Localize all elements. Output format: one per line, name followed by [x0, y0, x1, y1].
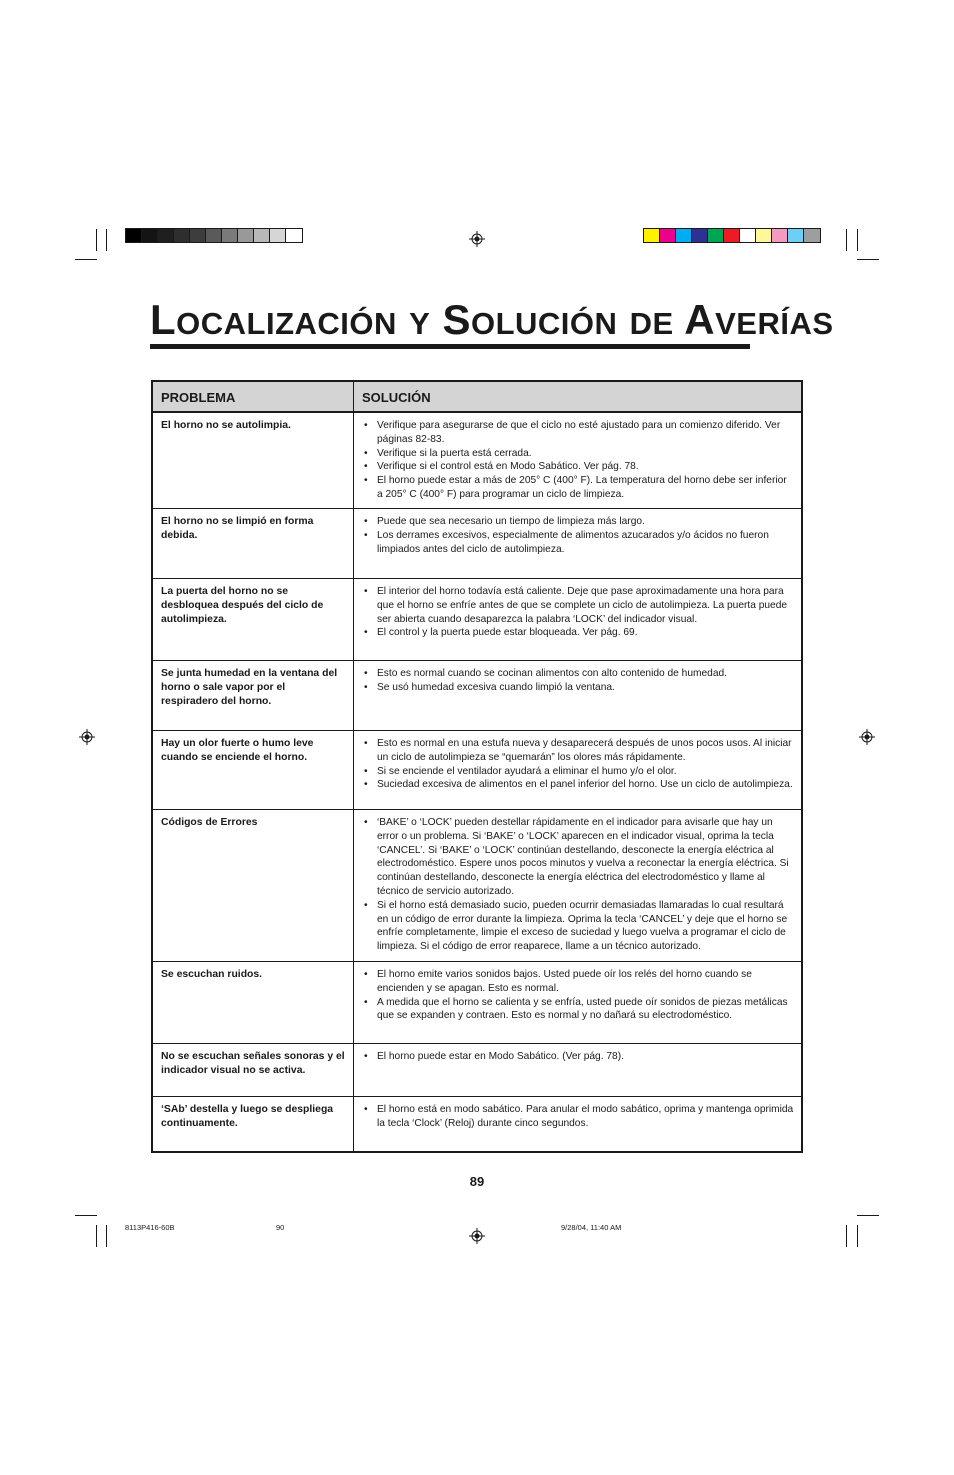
problem-cell: El horno no se autolimpia.: [153, 413, 354, 508]
solution-item: • Si se enciende el ventilador ayudará a eliminar el humo y/o el olor.: [362, 765, 795, 779]
table-row: [153, 731, 801, 810]
footer-sheet: 90: [276, 1223, 285, 1232]
problem-cell: ‘SAb’ destella y luego se despliega continuamente.: [153, 1097, 354, 1151]
solution-item: • Si el horno está demasiado sucio, pueden ocurrir demasiadas llamaradas lo cual resultará en un código de error durante la limpieza. Oprima la tecla ‘CANCEL’ y deje que el horno se enfríe completamente, limpie el exceso de suciedad y luego vuelva a programar el ciclo de limpieza. Si el código de error reaparece, llame a un técnico autorizado.: [362, 899, 795, 954]
solution-item: • El horno puede estar en Modo Sabático. (Ver pág. 78).: [362, 1050, 795, 1064]
solution-cell: [354, 509, 801, 578]
solution-cell: [354, 413, 801, 508]
solution-item: • Esto es normal en una estufa nueva y desaparecerá después de unos pocos usos. Al iniciar un ciclo de autolimpieza se “quemarán” los olores más rápidamente.: [362, 737, 795, 765]
color-swatch: [222, 229, 238, 242]
color-swatch: [158, 229, 174, 242]
registration-mark-icon: [79, 729, 95, 745]
solution-list: [362, 515, 795, 556]
solution-item: • Verifique si el control está en Modo Sabático. Ver pág. 78.: [362, 460, 795, 474]
table-body: [153, 413, 801, 1151]
table-row: [153, 962, 801, 1044]
grayscale-bar: [125, 228, 303, 243]
color-swatch: [238, 229, 254, 242]
solution-item: • El interior del horno todavía está caliente. Deje que pase aproximadamente una hora para que el horno se enfríe antes de que se complete un ciclo de autolimpieza. La puerta puede ser abierta cuando desaparezca la palabra ‘LOCK’ del indicador visual.: [362, 585, 795, 626]
registration-mark-icon: [859, 729, 875, 745]
table-row: [153, 1097, 801, 1151]
color-swatch: [644, 229, 660, 242]
solution-item: • El horno emite varios sonidos bajos. Usted puede oír los relés del horno cuando se encienden y se apagan. Esto es normal.: [362, 968, 795, 996]
solution-list: [362, 737, 795, 792]
problem-cell: Hay un olor fuerte o humo leve cuando se enciende el horno.: [153, 731, 354, 809]
color-swatch: [788, 229, 804, 242]
solution-item: • ‘BAKE’ o ‘LOCK’ pueden destellar rápidamente en el indicador para avisarle que hay un error o un problema. Si ‘BAKE’ o ‘LOCK’ aparecen en el indicador visual, oprima la tecla ‘CANCEL’. Si ‘BAKE’ o ‘LOCK’ continúan destellando, desconecte la energía eléctrica al electrodoméstico. Espere unos pocos minutos y vuelva a reconectar la energía eléctrica. Si continúan destellando, desconecte la energía eléctrica del electrodoméstico y llame al técnico de servicio autorizado.: [362, 816, 795, 899]
solution-list: [362, 1050, 795, 1064]
header-problem: PROBLEMA: [153, 382, 354, 411]
color-swatch: [286, 229, 302, 242]
solution-list: [362, 816, 795, 954]
color-swatch: [206, 229, 222, 242]
table-row: [153, 413, 801, 509]
solution-list: [362, 667, 795, 695]
footer-job-code: 8113P416-60B: [125, 1223, 175, 1232]
problem-cell: No se escuchan señales sonoras y el indicador visual no se activa.: [153, 1044, 354, 1096]
registration-mark-icon: [469, 1228, 485, 1244]
solution-cell: [354, 962, 801, 1043]
table-row: [153, 579, 801, 661]
color-swatch: [660, 229, 676, 242]
solution-list: [362, 968, 795, 1023]
crop-mark: [857, 229, 858, 251]
color-swatch: [708, 229, 724, 242]
solution-cell: [354, 579, 801, 660]
crop-mark: [96, 229, 97, 251]
footer-timestamp: 9/28/04, 11:40 AM: [561, 1223, 622, 1232]
table-row: [153, 810, 801, 962]
table-row: [153, 509, 801, 579]
page-number: 89: [469, 1174, 485, 1189]
color-swatch: [270, 229, 286, 242]
crop-mark: [846, 229, 847, 251]
crop-mark: [75, 259, 97, 260]
solution-item: • Esto es normal cuando se cocinan alimentos con alto contenido de humedad.: [362, 667, 795, 681]
color-swatch: [740, 229, 756, 242]
problem-cell: Se junta humedad en la ventana del horno o sale vapor por el respiradero del horno.: [153, 661, 354, 730]
solution-cell: [354, 1097, 801, 1151]
solution-item: • El horno puede estar a más de 205° C (400° F). La temperatura del horno debe ser inferior a 205° C (400° F) para programar un ciclo de limpieza.: [362, 474, 795, 502]
solution-list: [362, 419, 795, 502]
crop-mark: [857, 1225, 858, 1247]
table-header: [153, 382, 801, 413]
crop-mark: [96, 1225, 97, 1247]
table-row: [153, 661, 801, 731]
solution-cell: [354, 661, 801, 730]
color-swatch: [254, 229, 270, 242]
problem-cell: Códigos de Errores: [153, 810, 354, 961]
color-bar: [643, 228, 821, 243]
color-swatch: [142, 229, 158, 242]
header-solution: SOLUCIÓN: [362, 390, 431, 405]
problem-cell: La puerta del horno no se desbloquea después del ciclo de autolimpieza.: [153, 579, 354, 660]
crop-mark: [857, 259, 879, 260]
solution-item: • El horno está en modo sabático. Para anular el modo sabático, oprima y mantenga oprimida la tecla ‘Clock’ (Reloj) durante cinco segundos.: [362, 1103, 795, 1131]
solution-list: [362, 1103, 795, 1131]
solution-item: • Suciedad excesiva de alimentos en el panel inferior del horno. Use un ciclo de autolimpieza.: [362, 778, 795, 792]
solution-item: • Verifique para asegurarse de que el ciclo no esté ajustado para un comienzo diferido. Ver páginas 82-83.: [362, 419, 795, 447]
crop-mark: [106, 1225, 107, 1247]
solution-item: • El control y la puerta puede estar bloqueada. Ver pág. 69.: [362, 626, 795, 640]
color-swatch: [756, 229, 772, 242]
problem-cell: El horno no se limpió en forma debida.: [153, 509, 354, 578]
solution-item: • Se usó humedad excesiva cuando limpió la ventana.: [362, 681, 795, 695]
solution-cell: [354, 731, 801, 809]
title-underline: [150, 344, 750, 349]
crop-mark: [846, 1225, 847, 1247]
table-row: [153, 1044, 801, 1097]
page-title: LOCALIZACIÓN Y SOLUCIÓN DE AVERÍAS: [150, 296, 834, 343]
color-swatch: [190, 229, 206, 242]
color-swatch: [174, 229, 190, 242]
solution-cell: [354, 810, 801, 961]
registration-mark-icon: [469, 231, 485, 247]
solution-item: • A medida que el horno se calienta y se enfría, usted puede oír sonidos de piezas metálicas que se expanden y contraen. Esto es normal y no dañará su electrodoméstico.: [362, 996, 795, 1024]
solution-item: • Verifique si la puerta está cerrada.: [362, 447, 795, 461]
color-swatch: [692, 229, 708, 242]
problem-cell: Se escuchan ruidos.: [153, 962, 354, 1043]
crop-mark: [75, 1215, 97, 1216]
color-swatch: [804, 229, 820, 242]
solution-item: • Puede que sea necesario un tiempo de limpieza más largo.: [362, 515, 795, 529]
crop-mark: [106, 229, 107, 251]
color-swatch: [126, 229, 142, 242]
solution-list: [362, 585, 795, 640]
color-swatch: [724, 229, 740, 242]
troubleshooting-table: [151, 380, 803, 1153]
crop-mark: [857, 1215, 879, 1216]
solution-item: • Los derrames excesivos, especialmente de alimentos azucarados y/o ácidos no fueron limpiados antes del ciclo de autolimpieza.: [362, 529, 795, 557]
color-swatch: [676, 229, 692, 242]
color-swatch: [772, 229, 788, 242]
solution-cell: [354, 1044, 801, 1096]
